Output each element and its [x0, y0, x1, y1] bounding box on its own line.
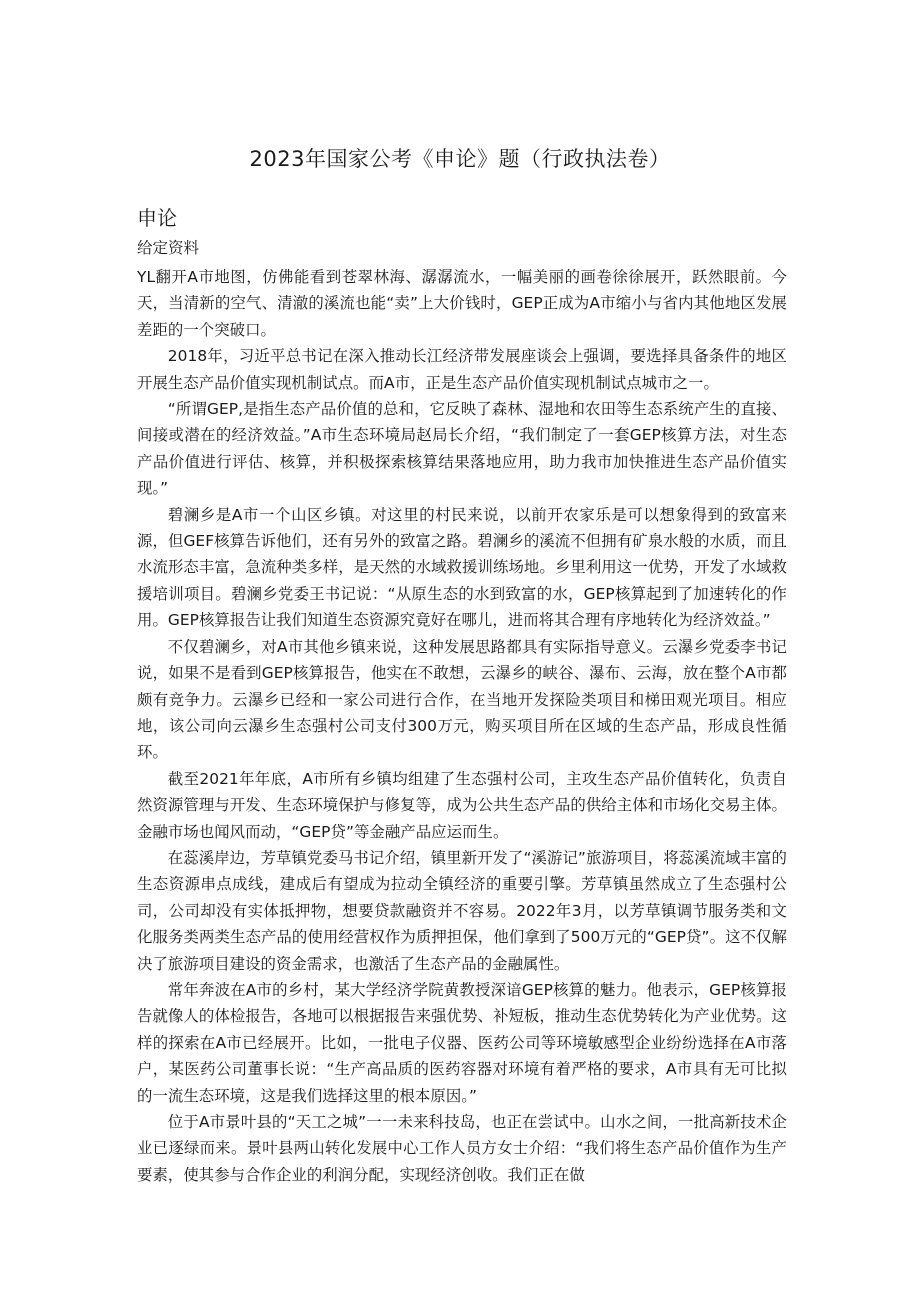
- paragraph-1: YL翻开A市地图，仿佛能看到苍翠林海、潺潺流水，一幅美丽的画卷徐徐展开，跃然眼前。今天，当清新的空气、清澈的溪流也能“卖”上大价钱时，GEP正成为A市缩小与省内其他地区发展差距的一个突破口。: [137, 268, 787, 339]
- document-title: 2023年国家公考《申论》题（行政执法卷）: [249, 147, 671, 171]
- paragraph-2: 2018年，习近平总书记在深入推动长江经济带发展座谈会上强调，要选择具备条件的地区开展生态产品价值实现机制试点。而A市，正是生态产品价值实现机制试点城市之一。: [137, 347, 787, 392]
- subsection-heading: 给定资料: [137, 239, 200, 257]
- paragraph-6: 截至2021年年底，A市所有乡镇均组建了生态强村公司，主攻生态产品价值转化，负责自然资源管理与开发、生态环境保护与修复等，成为公共生态产品的供给主体和市场化交易主体。金融市场也闻风而动，“GEP贷”等金融产品应运而生。: [137, 769, 787, 841]
- paragraph-9: 位于A市景叶县的“天工之城”一一未来科技岛，也正在尝试中。山水之间，一批高新技术企业已逐绿而来。景叶县两山转化发展中心工作人员方女士介绍：“我们将生态产品价值作为生产要素，使其参与合作企业的利润分配，实现经济创收。我们正在做: [137, 1113, 787, 1184]
- section-heading: 申论: [137, 206, 177, 230]
- paragraph-3: “所谓GEP,是指生态产品价值的总和，它反映了森林、湿地和农田等生态系统产生的直接、间接或潜在的经济效益。”A市生态环境局赵局长介绍，“我们制定了一套GEP核算方法，对生态产品价值进行评估、核算，并积极探索核算结果落地应用，助力我市加快推进生态产品价值实现。”: [137, 400, 787, 498]
- paragraph-4: 碧澜乡是A市一个山区乡镇。对这里的村民来说，以前开农家乐是可以想象得到的致富来源，但GEF核算告诉他们，还有另外的致富之路。碧澜乡的溪流不但拥有矿泉水般的水质，而且水流形态丰富，急流种类多样，是天然的水域救援训练场地。乡里利用这一优势，开发了水域救援培训项目。碧澜乡党委王书记说：“从原生态的水到致富的水，GEP核算起到了加速转化的作用。GEP核算报告让我们知道生态资源究竟好在哪儿，进而将其合理有序地转化为经济效益。”: [137, 505, 787, 630]
- paragraph-8: 常年奔波在A市的乡村，某大学经济学院黄教授深谙GEP核算的魅力。他表示，GEP核算报告就像人的体检报告，各地可以根据报告来强优势、补短板，推动生态优势转化为产业优势。这样的探索在A市已经展开。比如，一批电子仪器、医药公司等环境敏感型企业纷纷选择在A市落户，某医药公司董事长说：“生产高品质的医药容器对环境有着严格的要求，A市具有无可比拟的一流生态环境，这是我们选择这里的根本原因。”: [137, 980, 787, 1105]
- body-text: [137, 264, 787, 1188]
- paragraph-5: 不仅碧澜乡，对A市其他乡镇来说，这种发展思路都具有实际指导意义。云瀑乡党委李书记说，如果不是看到GEP核算报告，他实在不敢想，云瀑乡的峡谷、瀑布、云海，放在整个A市都颇有竞争力。云瀑乡已经和一家公司进行合作，在当地开发探险类项目和梯田观光项目。相应地，该公司向云瀑乡生态强村公司支付300万元，购买项目所在区域的生态产品，形成良性循环。: [137, 637, 787, 762]
- paragraph-7: 在蕊溪岸边，芳草镇党委马书记介绍，镇里新开发了“溪游记”旅游项目，将蕊溪流域丰富的生态资源串点成线，建成后有望成为拉动全镇经济的重要引擎。芳草镇虽然成立了生态强村公司，公司却没有实体抵押物，想要贷款融资并不容易。2022年3月，以芳草镇调节服务类和文化服务类两类生态产品的使用经营权作为质押担保，他们拿到了500万元的“GEP贷”。这不仅解决了旅游项目建设的资金需求，也激活了生态产品的金融属性。: [137, 848, 787, 973]
